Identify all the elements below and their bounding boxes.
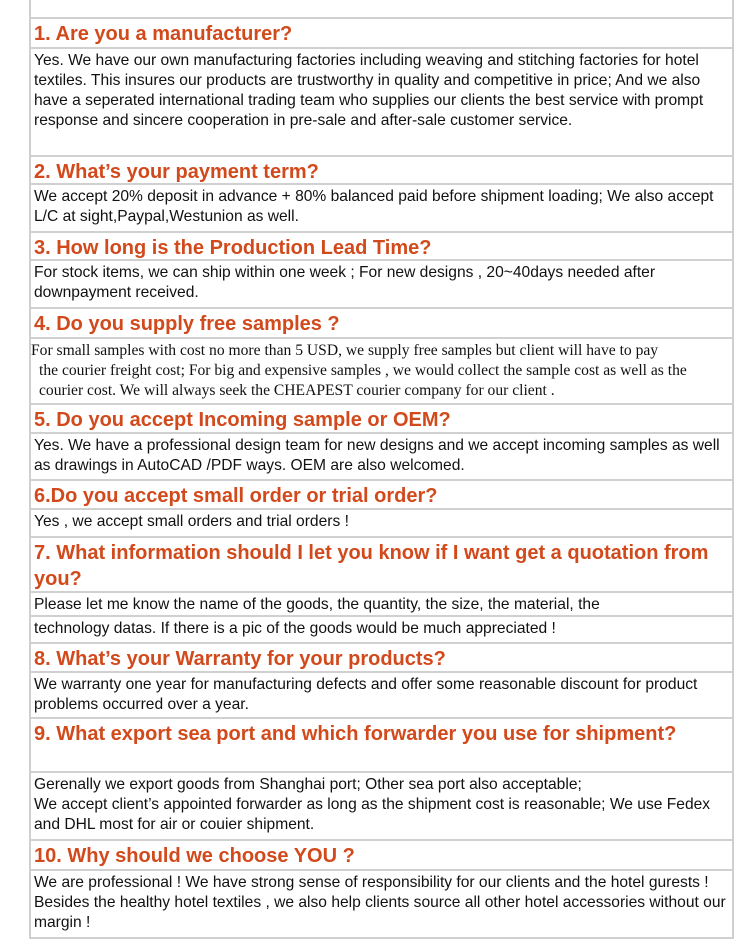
faq-answer-4 <box>31 339 732 405</box>
faq-question-10: 10. Why should we choose YOU ? <box>31 841 732 871</box>
faq-question-9: 9. What export sea port and which forwarder you use for shipment? <box>31 719 732 773</box>
faq-question-1: 1. Are you a manufacturer? <box>31 19 732 49</box>
faq-answer-2: We accept 20% deposit in advance + 80% balanced paid before shipment loading; We also accept L/C at sight,Paypal,Westunion as well. <box>31 185 732 233</box>
faq-answer-7-line1: Please let me know the name of the goods, the quantity, the size, the material, the <box>31 593 732 617</box>
faq-answer-9 <box>31 773 732 841</box>
faq-answer-6: Yes , we accept small orders and trial orders ! <box>31 510 732 538</box>
faq-question-2: 2. What’s your payment term? <box>31 157 732 185</box>
faq-answer-5: Yes. We have a professional design team for new designs and we accept incoming samples as well as drawings in AutoCAD /PDF ways. OEM are also welcomed. <box>31 434 732 481</box>
faq-question-5: 5. Do you accept Incoming sample or OEM? <box>31 405 732 434</box>
faq-answer-8: We warranty one year for manufacturing defects and offer some reasonable discount for product problems occurred over a year. <box>31 673 732 719</box>
faq-answer-9-line2: We accept client’s appointed forwarder as long as the shipment cost is reasonable; We use Fedex and DHL most for air or couier shipment. <box>34 796 711 833</box>
faq-table <box>29 0 734 939</box>
faq-answer-4-line1: For small samples with cost no more than 5 USD, we supply free samples but client will have to pay <box>31 342 659 359</box>
faq-answer-9-line1: Gerenally we export goods from Shanghai port; Other sea port also acceptable; <box>34 776 582 793</box>
faq-question-4: 4. Do you supply free samples ? <box>31 309 732 339</box>
faq-question-7: 7. What information should I let you know if I want get a quotation from you? <box>31 538 732 593</box>
faq-answer-3: For stock items, we can ship within one week ; For new designs , 20~40days needed after downpayment received. <box>31 261 732 309</box>
faq-answer-7-line2: technology datas. If there is a pic of the goods would be much appreciated ! <box>31 617 732 644</box>
faq-answer-10: We are professional ! We have strong sense of responsibility for our clients and the hotel gurests ! Besides the healthy hotel textiles , we also help clients source all other hotel accessories without our margin ! <box>31 871 732 939</box>
faq-question-6: 6.Do you accept small order or trial order? <box>31 481 732 510</box>
faq-question-3: 3. How long is the Production Lead Time? <box>31 233 732 261</box>
faq-question-8: 8. What’s your Warranty for your products? <box>31 644 732 673</box>
faq-answer-4-rest: the courier freight cost; For big and expensive samples , we would collect the sample cost as well as the courier cost. We will always seek the CHEAPEST courier company for our client . <box>39 362 687 399</box>
faq-answer-1: Yes. We have our own manufacturing factories including weaving and stitching factories for hotel textiles. This insures our products are trustworthy in quality and competitive in price; And we also have a seperated international trading team who supplies our clients the best service with prompt response and sincere cooperation in pre-sale and after-sale customer service. <box>31 49 732 157</box>
blank-row <box>31 0 732 19</box>
